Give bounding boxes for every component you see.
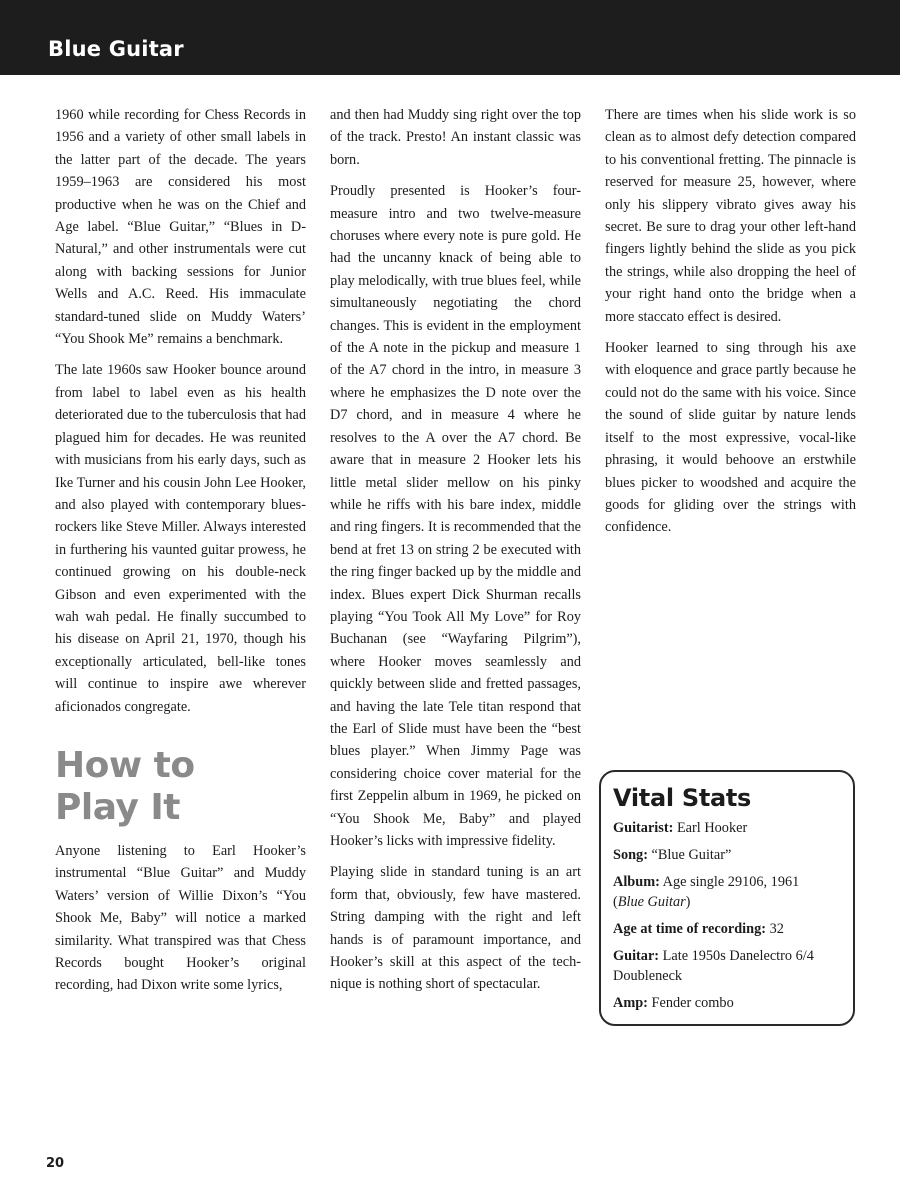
text-column-3 xyxy=(605,104,856,548)
stat-value: 32 xyxy=(769,921,784,937)
stat-label: Song: xyxy=(613,847,648,863)
vital-stats-title: Vital Stats xyxy=(613,784,752,812)
section-heading-line-1: How to xyxy=(55,744,195,786)
paragraph: Anyone listening to Earl Hooker’s instrumental “Blue Guitar” and Muddy Waters’ version of Willie Dixon’s “You Shook Me, Baby” will notice a marked similarity. What transpired was that Chess Records bought Hooker’s original recording, had Dixon write some lyrics, xyxy=(55,842,306,994)
stat-paren-close: ) xyxy=(685,894,691,910)
stat-album-title: Blue Guitar xyxy=(617,894,686,910)
text-column-1 xyxy=(55,104,306,1006)
paragraph: Playing slide in standard tuning is an art form that, obviously, few have mastered. String damping with the right and left hands is of paramount importance, and Hooker’s skill at this aspect of the technique is nothing short of spectacular. xyxy=(330,864,581,993)
paragraph: Proudly presented is Hooker’s four-measure intro and two twelve-measure choruses where every note is pure gold. He had the uncanny knack of being able to play melodically, with true blues feel, while simultaneously negotiating the chord changes. This is evident in the employment of the A note in the pickup and measure 1 of the A7 chord in the intro, in measure 3 where he emphasizes the D note over the D7 chord, and in measure 4 where he resolves to the A over the A7 chord. Be aware that in measure 2 Hooker lets his little metal slider mellow on his pinky while he riffs with his bare index, middle and ring fingers. It is recommended that the bend at fret 13 on string 2 be executed with the ring finger backed up by the middle and index. Blues expert Dick Shurman recalls playing “You Took All My Love” for Roy Buchanan (see “Wayfaring Pilgrim”), where Hooker moves seamlessly and quickly between slide and fretted passages, and having the late Tele titan respond that the Earl of Slide must have been the “best blues player.” When Jimmy Page was considering choice cover material for the first Zeppelin album in 1969, he picked on “You Shook Me, Baby” and played Hooker’s licks with impressive fidelity. xyxy=(330,183,581,849)
stat-label: Guitar: xyxy=(613,948,660,964)
stat-value: Age single 29106, 1961 xyxy=(662,874,800,890)
stat-value: Earl Hooker xyxy=(676,820,748,836)
vital-stats-box xyxy=(599,770,855,1026)
stat-label: Amp: xyxy=(613,995,648,1011)
paragraph: The late 1960s saw Hooker bounce around from label to label even as his health deteriorated due to the tuberculosis that had plagued him for decades. He was reunited with musicians from his early days, such as Ike Turner and his cousin John Lee Hooker, and also played with contemporary blues-rockers like Steve Miller. Always interested in furthering his vaunted guitar prowess, he continued growing on his double-neck Gibson and even experimented with the wah wah pedal. He finally succumbed to his disease on April 21, 1970, though his exceptionally articulated, bell-like tones will continue to inspire awe wherever aficionados congregate. xyxy=(55,362,306,715)
paragraph: Hooker learned to sing through his axe with eloquence and grace partly because he could not do the same with his voice. Since the sound of slide guitar by nature lends itself to the most expressive, vocal-like phrasing, it would behoove an erstwhile blues picker to woodshed and acquire the goods for gliding over the strings with confidence. xyxy=(605,340,856,536)
stat-label: Age at time of recording: xyxy=(613,921,766,937)
stat-song xyxy=(613,845,845,865)
text-column-2 xyxy=(330,104,581,1005)
stat-album xyxy=(613,872,845,912)
stat-guitarist xyxy=(613,818,845,838)
stat-amp xyxy=(613,993,845,1013)
stat-guitar xyxy=(613,946,845,986)
paragraph: and then had Muddy sing right over the top of the track. Presto! An instant classic was born. xyxy=(330,107,581,168)
stat-value: Fender combo xyxy=(651,995,734,1011)
paragraph: 1960 while recording for Chess Records in 1956 and a variety of other small labels in the latter part of the decade. The years 1959–1963 are considered his most productive when he was on the Chief and Age label. “Blue Guitar,” “Blues in D-Natural,” and other instrumentals were cut along with backing sessions for Junior Wells and A.C. Reed. His immaculate standard-tuned slide on Muddy Waters’ “You Shook Me” remains a benchmark. xyxy=(55,107,306,348)
stat-age xyxy=(613,919,845,939)
stat-label: Guitarist: xyxy=(613,820,674,836)
page-number: 20 xyxy=(46,1156,65,1171)
page-header-bar xyxy=(0,0,900,75)
header-title: Blue Guitar xyxy=(48,37,184,61)
stat-paren-open: ( xyxy=(613,894,618,910)
stat-value: “Blue Guitar” xyxy=(651,847,732,863)
section-heading xyxy=(55,745,306,829)
section-heading-line-2: Play It xyxy=(55,786,181,828)
paragraph: There are times when his slide work is so clean as to almost defy detection compared to his conventional fretting. The pinnacle is reserved for measure 25, however, where only his slippery vibrato gives away his secret. Be sure to drag your other left-hand fingers lightly behind the slide as you pick the strings, while also dropping the heel of your right hand onto the bridge when a more staccato effect is desired. xyxy=(605,107,856,325)
stat-value: Late 1950s Danelectro 6/4 Doubleneck xyxy=(613,948,814,984)
stat-label: Album: xyxy=(613,874,660,890)
